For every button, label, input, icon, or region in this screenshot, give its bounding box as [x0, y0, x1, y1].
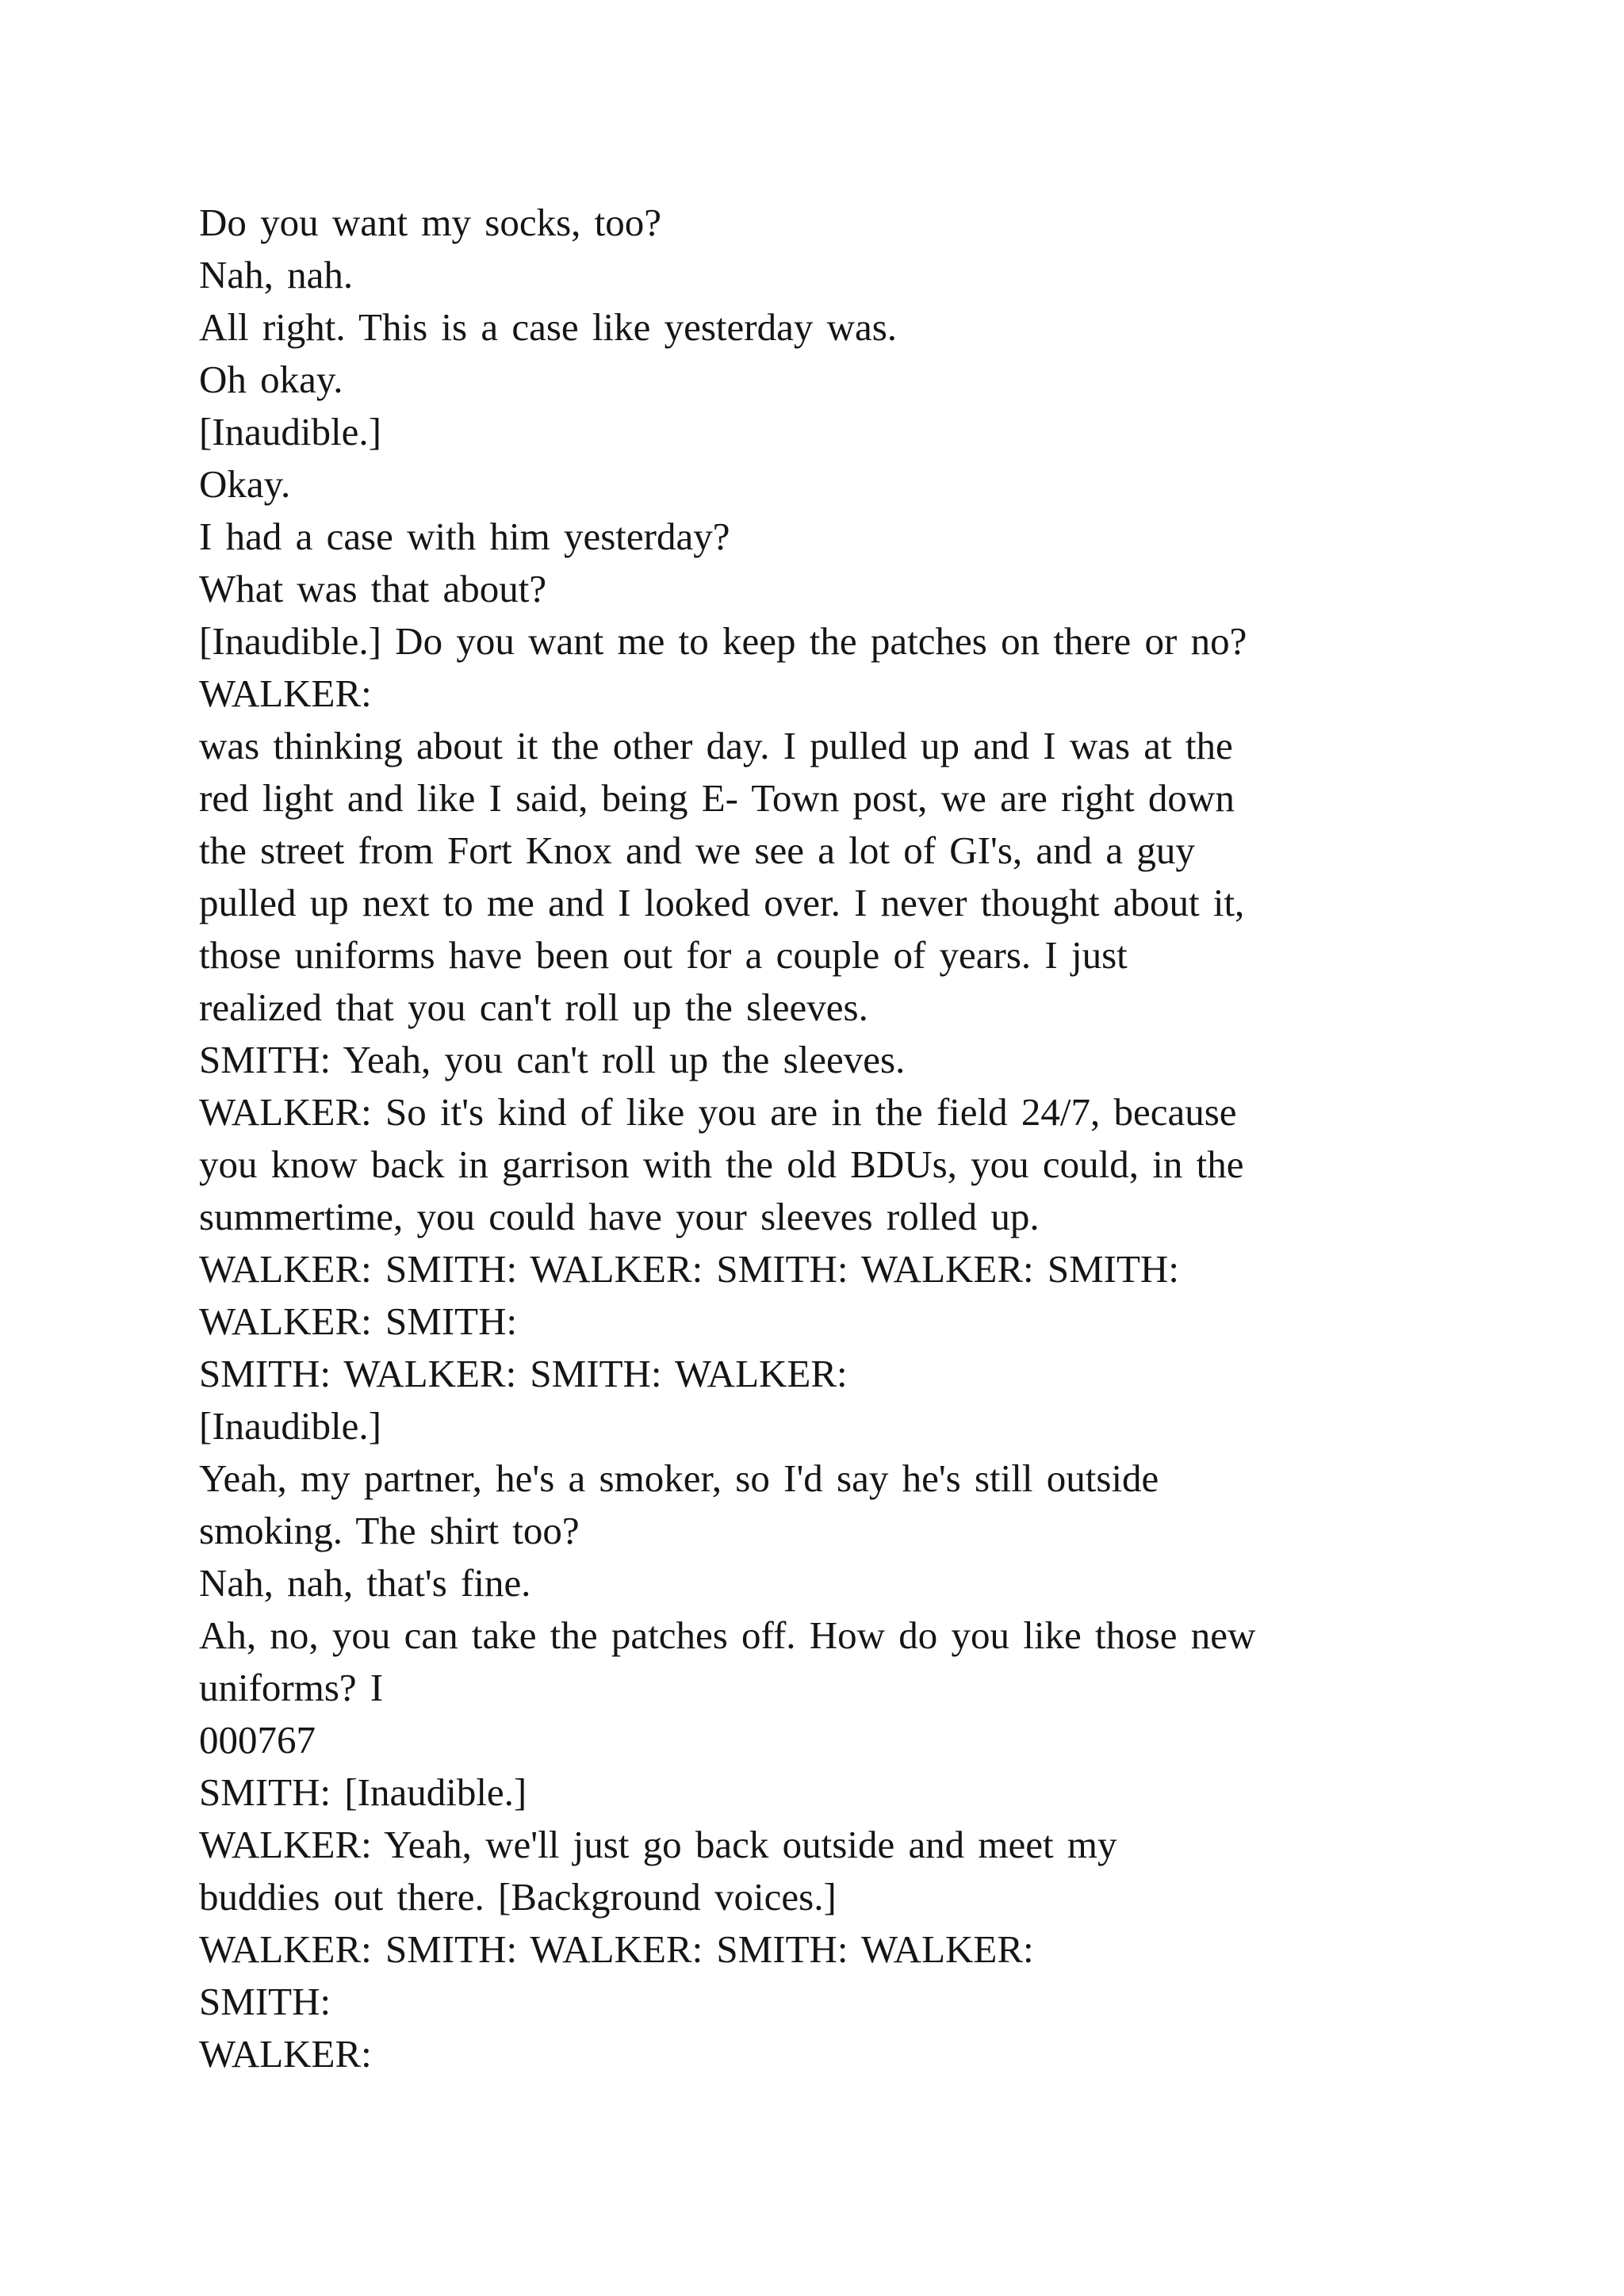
text-line: WALKER: So it's kind of like you are in the field 24/7, because	[199, 1090, 1237, 1134]
text-line: those uniforms have been out for a couple of years. I just	[199, 933, 1128, 977]
text-line: smoking. The shirt too?	[199, 1509, 580, 1552]
text-line: Ah, no, you can take the patches off. How do you like those new	[199, 1613, 1256, 1657]
text-line: [Inaudible.] Do you want me to keep the patches on there or no?	[199, 619, 1247, 663]
transcript-text	[199, 197, 1444, 2080]
text-line: was thinking about it the other day. I pulled up and I was at the	[199, 724, 1233, 767]
text-line: All right. This is a case like yesterday was.	[199, 305, 898, 349]
text-line: SMITH: Yeah, you can't roll up the sleeves.	[199, 1038, 906, 1081]
text-line: WALKER: SMITH:	[199, 1299, 518, 1343]
text-line: realized that you can't roll up the sleeves.	[199, 985, 868, 1029]
text-line: WALKER:	[199, 672, 372, 715]
text-line: the street from Fort Knox and we see a lot of GI's, and a guy	[199, 828, 1195, 872]
text-line: WALKER:	[199, 2032, 372, 2076]
text-line: WALKER: SMITH: WALKER: SMITH: WALKER:	[199, 1927, 1034, 1971]
text-line: pulled up next to me and I looked over. I never thought about it,	[199, 881, 1245, 924]
text-line: Nah, nah, that's fine.	[199, 1561, 531, 1605]
text-line: SMITH: WALKER: SMITH: WALKER:	[199, 1352, 848, 1395]
text-line: Oh okay.	[199, 358, 343, 401]
text-line: [Inaudible.]	[199, 410, 381, 453]
text-line: SMITH: [Inaudible.]	[199, 1770, 527, 1814]
text-line: Yeah, my partner, he's a smoker, so I'd say he's still outside	[199, 1456, 1159, 1500]
text-line: buddies out there. [Background voices.]	[199, 1875, 837, 1919]
text-line: red light and like I said, being E- Town post, we are right down	[199, 776, 1235, 820]
text-line: Do you want my socks, too?	[199, 201, 661, 244]
text-line: uniforms? I	[199, 1666, 384, 1709]
text-line: you know back in garrison with the old BDUs, you could, in the	[199, 1142, 1244, 1186]
text-line: Nah, nah.	[199, 253, 354, 297]
text-line: summertime, you could have your sleeves rolled up.	[199, 1195, 1040, 1238]
text-line: I had a case with him yesterday?	[199, 515, 730, 558]
page-number: 000767	[199, 1718, 316, 1762]
text-line: WALKER: Yeah, we'll just go back outside and meet my	[199, 1823, 1117, 1866]
text-line: [Inaudible.]	[199, 1404, 381, 1448]
text-line: WALKER: SMITH: WALKER: SMITH: WALKER: SMITH:	[199, 1247, 1179, 1291]
text-line: Okay.	[199, 462, 291, 506]
text-line: What was that about?	[199, 567, 547, 610]
text-line: SMITH:	[199, 1980, 331, 2023]
